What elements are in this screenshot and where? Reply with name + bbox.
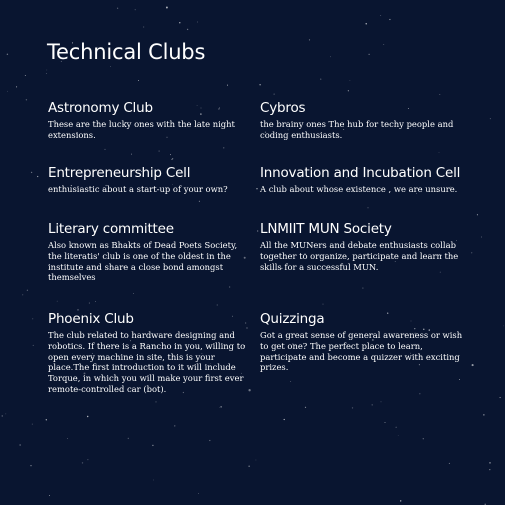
star xyxy=(179,22,180,23)
star xyxy=(419,393,420,394)
star xyxy=(153,480,154,481)
star xyxy=(229,286,230,287)
club-name: Phoenix Club xyxy=(48,311,134,327)
star xyxy=(187,29,188,30)
star xyxy=(30,465,31,466)
club-name: Astronomy Club xyxy=(48,100,153,116)
club-entrepreneurship-cell xyxy=(48,165,253,195)
star xyxy=(305,407,306,408)
club-description: enthusiastic about a start-up of your own? xyxy=(48,184,228,194)
star xyxy=(500,397,501,398)
star xyxy=(366,23,367,24)
star xyxy=(128,438,129,439)
star xyxy=(172,158,173,159)
star xyxy=(27,290,28,291)
star xyxy=(49,495,50,496)
star xyxy=(95,301,96,302)
star xyxy=(396,427,397,428)
star xyxy=(46,70,47,71)
star xyxy=(489,469,490,470)
star xyxy=(33,345,34,346)
star xyxy=(16,86,17,87)
star xyxy=(471,252,472,253)
star xyxy=(256,188,257,189)
star xyxy=(22,295,23,296)
star xyxy=(217,305,218,306)
star xyxy=(369,54,370,55)
club-quizzinga xyxy=(260,311,465,373)
star xyxy=(481,237,482,238)
club-lnmiit-mun-society xyxy=(260,221,465,272)
star xyxy=(20,444,21,445)
star xyxy=(398,435,399,436)
star xyxy=(381,401,382,402)
star xyxy=(290,381,291,382)
star xyxy=(439,94,440,95)
star xyxy=(46,73,47,74)
star xyxy=(87,459,88,460)
star xyxy=(352,407,353,408)
star xyxy=(143,27,144,28)
star xyxy=(209,440,210,441)
star xyxy=(32,319,33,320)
star xyxy=(105,149,106,150)
star xyxy=(57,301,58,302)
star xyxy=(389,19,390,20)
star xyxy=(31,172,32,173)
star xyxy=(350,80,351,81)
star xyxy=(37,176,38,177)
club-description: These are the lucky ones with the late night extensions. xyxy=(48,119,235,140)
star xyxy=(320,79,321,80)
star xyxy=(274,94,275,95)
star xyxy=(423,438,424,439)
star xyxy=(483,414,484,415)
club-innovation-incubation-cell xyxy=(260,165,465,195)
club-description: the brainy ones The hub for techy people and coding enthusiasts. xyxy=(260,119,454,140)
star xyxy=(7,91,8,92)
star xyxy=(155,401,156,402)
star xyxy=(89,303,90,304)
star xyxy=(259,84,260,85)
star xyxy=(219,407,220,408)
club-astronomy xyxy=(48,100,253,141)
club-name: Entrepreneurship Cell xyxy=(48,165,191,181)
star xyxy=(197,22,198,23)
star xyxy=(110,66,111,67)
star xyxy=(309,39,310,40)
star xyxy=(249,466,250,467)
star xyxy=(198,493,199,494)
star xyxy=(166,7,168,9)
star xyxy=(138,80,139,81)
star xyxy=(152,445,153,446)
star xyxy=(257,230,258,231)
star xyxy=(82,462,83,463)
star xyxy=(385,422,386,423)
star xyxy=(170,154,171,155)
star xyxy=(372,404,373,405)
star xyxy=(459,379,460,380)
star xyxy=(67,438,68,439)
star xyxy=(7,54,8,55)
star xyxy=(348,90,349,91)
star xyxy=(25,75,26,76)
star xyxy=(490,118,491,119)
star xyxy=(5,414,6,415)
club-name: Quizzinga xyxy=(260,311,325,327)
star xyxy=(221,406,222,407)
club-description: Got a great sense of general awareness or wish to get one? The perfect place to learn, participate and become a quizzer with exciting prizes. xyxy=(260,330,463,373)
star xyxy=(330,56,331,57)
star xyxy=(223,147,224,148)
club-name: LNMIIT MUN Society xyxy=(260,221,392,237)
star xyxy=(117,8,118,9)
star xyxy=(367,207,368,208)
star xyxy=(400,500,401,501)
star xyxy=(131,154,132,155)
star xyxy=(503,326,504,327)
star xyxy=(227,85,228,86)
star xyxy=(171,159,172,160)
star xyxy=(199,201,200,202)
star xyxy=(449,463,450,464)
star xyxy=(380,15,381,16)
star xyxy=(87,416,88,417)
star xyxy=(472,364,474,366)
star xyxy=(284,419,285,420)
star xyxy=(26,99,27,100)
star xyxy=(439,152,440,153)
club-name: Innovation and Incubation Cell xyxy=(260,165,461,181)
club-phoenix xyxy=(48,311,253,395)
star xyxy=(133,293,134,294)
star xyxy=(477,214,478,215)
star xyxy=(174,425,175,426)
star xyxy=(135,9,136,10)
club-literary-committee xyxy=(48,221,253,283)
star xyxy=(255,460,256,461)
star xyxy=(159,151,160,152)
star xyxy=(323,304,324,305)
club-cybros xyxy=(260,100,465,141)
star xyxy=(46,419,47,420)
club-description: All the MUNers and debate enthusiasts collab together to organize, participate and learn the skills for a successful MUN. xyxy=(260,240,459,272)
club-description: Also known as Bhakts of Dead Poets Society, the literatis' club is one of the oldest in the institute and share a close bond amongst themselves xyxy=(48,240,238,283)
star xyxy=(489,462,490,463)
star xyxy=(2,415,3,416)
club-name: Literary committee xyxy=(48,221,174,237)
star xyxy=(383,44,384,45)
club-name: Cybros xyxy=(260,100,306,116)
club-description: A club about whose existence , we are unsure. xyxy=(260,184,458,194)
club-description: The club related to hardware designing and robotics. If there is a Rancho in you, willing to open every machine in site, this is your place.The first introduction to it will include Torque, in which you will make your first ever remote-controlled car (bot). xyxy=(48,330,246,394)
star xyxy=(362,288,363,289)
star xyxy=(32,424,33,425)
page-title: Technical Clubs xyxy=(47,40,206,64)
